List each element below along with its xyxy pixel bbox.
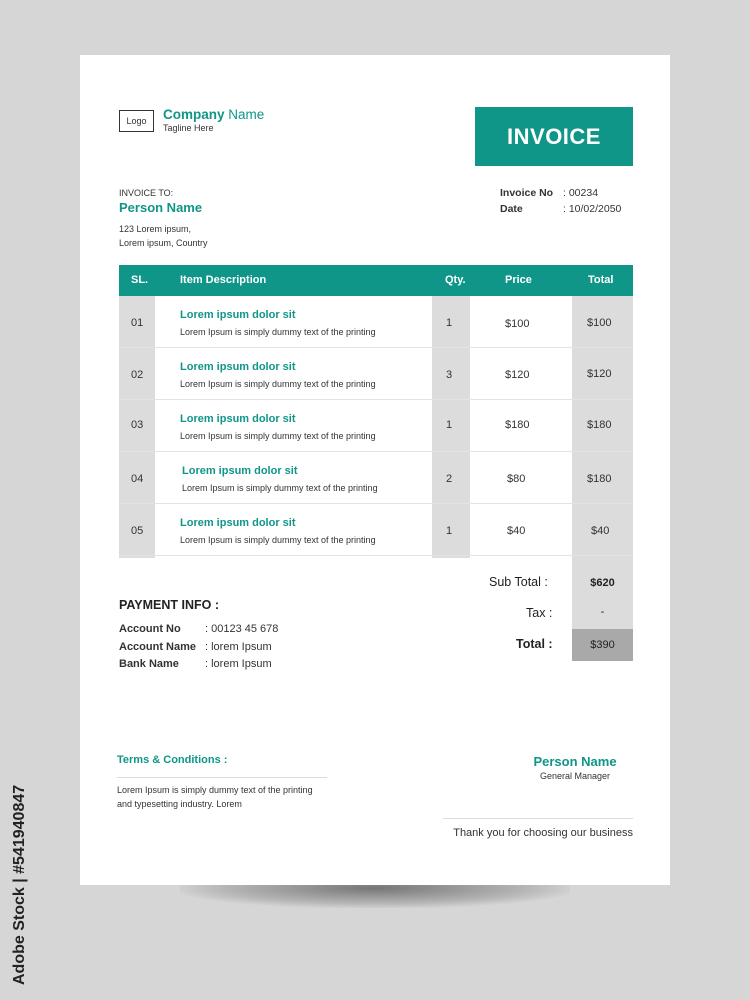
item-description: Lorem Ipsum is simply dummy text of the printing [180,431,376,441]
row-sl: 03 [131,419,144,431]
bank-name: Bank Name : lorem Ipsum [119,658,272,670]
row-qty: 1 [446,419,453,431]
row-price: $120 [505,369,530,381]
terms-text: Lorem Ipsum is simply dummy text of the printing and typesetting industry. Lorem [117,785,313,809]
item-name: Lorem ipsum dolor sit [180,413,296,425]
row-qty: 3 [446,369,453,381]
account-number: Account No : 00123 45 678 [119,623,279,635]
payment-info-title: PAYMENT INFO : [119,598,220,612]
invoice-page [80,55,670,885]
thank-you-note: Thank you for choosing our business [453,827,633,839]
company-name: Company Name [163,107,265,122]
subtotal-label: Sub Total : [489,575,548,589]
table-row [119,296,633,348]
row-total: $40 [591,525,610,537]
row-price: $100 [505,318,530,330]
item-description: Lorem Ipsum is simply dummy text of the printing [180,535,376,545]
signatory-title: General Manager [539,771,611,781]
company-tagline: Tagline Here [163,123,214,133]
row-total: $180 [587,473,612,485]
table-row [119,348,633,400]
header-price: Price [505,274,532,286]
item-description: Lorem Ipsum is simply dummy text of the printing [180,327,376,337]
logo: Logo [119,110,154,132]
row-price: $80 [507,473,526,485]
item-description: Lorem Ipsum is simply dummy text of the printing [180,379,376,389]
signatory-name: Person Name [533,754,617,769]
row-sl: 02 [131,369,144,381]
invoice-date: Date : 10/02/2050 [500,203,622,215]
row-sl: 04 [131,473,144,485]
terms-divider [117,777,327,778]
row-qty: 1 [446,525,453,537]
thanks-divider [443,818,633,819]
items-table-header [119,265,633,296]
stock-id-label: Adobe Stock | #541940847 [11,784,28,985]
table-row [119,400,633,452]
header-sl: SL. [131,274,149,286]
invoice-to-label: INVOICE TO: [119,188,174,198]
total-label: Total : [516,637,553,651]
row-price: $180 [505,419,530,431]
header-description: Item Description [180,274,267,286]
row-total: $180 [587,419,612,431]
tax-label: Tax : [526,606,553,620]
row-sl: 01 [131,317,144,329]
tax-value: - [600,606,605,618]
table-row [119,504,633,556]
item-name: Lorem ipsum dolor sit [180,309,296,321]
invoice-title: INVOICE [475,107,633,166]
item-name: Lorem ipsum dolor sit [182,465,298,477]
row-qty: 2 [446,473,453,485]
row-total: $120 [587,368,612,380]
row-sl: 05 [131,525,144,537]
subtotal-value: $620 [590,577,615,589]
header-qty: Qty. [445,274,466,286]
row-divider [119,555,633,556]
invoice-number: Invoice No : 00234 [500,187,599,199]
account-name: Account Name : lorem Ipsum [119,641,272,653]
row-qty: 1 [446,317,453,329]
header-total: Total [588,274,614,286]
total-value: $390 [590,639,615,651]
item-description: Lorem Ipsum is simply dummy text of the printing [182,483,378,493]
item-name: Lorem ipsum dolor sit [180,361,296,373]
item-name: Lorem ipsum dolor sit [180,517,296,529]
client-name: Person Name [119,200,203,215]
row-price: $40 [507,525,526,537]
row-total: $100 [587,317,612,329]
table-row [119,452,633,504]
client-address: 123 Lorem ipsum, Lorem ipsum, Country [119,224,208,248]
terms-title: Terms & Conditions : [117,754,228,766]
